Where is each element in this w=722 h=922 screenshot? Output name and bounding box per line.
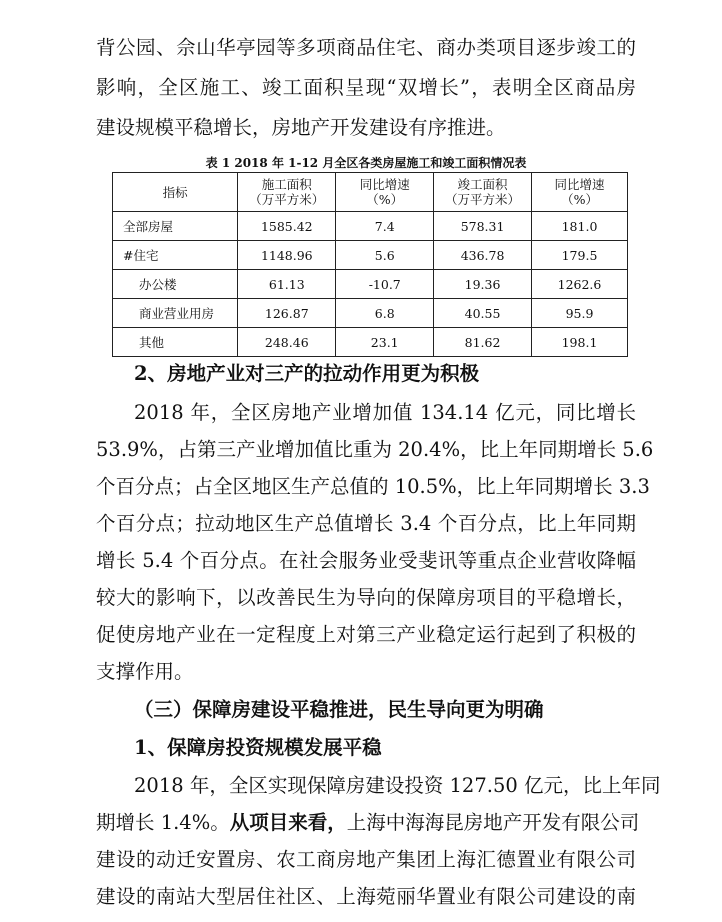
header-indicator: 指标 (113, 173, 238, 212)
section2-line-6: 较大的影响下，以改善民生为导向的保障房项目的平稳增长， (96, 586, 636, 609)
table-row (113, 328, 628, 357)
section3-line-2 (96, 811, 640, 835)
section3-line-2-bold: 从项目来看， (229, 811, 347, 834)
cell-completed-growth: 95.9 (532, 299, 628, 328)
intro-line-3: 建设规模平稳增长，房地产开发建设有序推进。 (96, 116, 506, 139)
cell-construction-area: 1148.96 (238, 241, 336, 270)
construction-area-table (112, 172, 628, 357)
table-row (113, 270, 628, 299)
cell-completed-area: 40.55 (434, 299, 532, 328)
section2-line-5: 增长 5.4 个百分点。在社会服务业受斐讯等重点企业营收降幅 (96, 549, 636, 572)
section2-line-3: 个百分点；占全区地区生产总值的 10.5%，比上年同期增长 3.3 (96, 475, 650, 498)
cell-construction-area: 1585.42 (238, 212, 336, 241)
section2-line-4: 个百分点；拉动地区生产总值增长 3.4 个百分点，比上年同期 (96, 512, 636, 535)
cell-construction-growth: 7.4 (336, 212, 434, 241)
header-completed-growth: 同比增速 （%） (532, 173, 628, 212)
table-caption: 表 1 2018 年 1-12 月全区各类房屋施工和竣工面积情况表 (205, 156, 527, 170)
section2-line-8: 支撑作用。 (96, 660, 194, 683)
header-construction-area: 施工面积 （万平方米） (238, 173, 336, 212)
cell-construction-area: 248.46 (238, 328, 336, 357)
intro-line-2: 影响，全区施工、竣工面积呈现“双增长”，表明全区商品房 (96, 76, 636, 99)
cell-completed-area: 81.62 (434, 328, 532, 357)
section3-sub-heading: 1、保障房投资规模发展平稳 (134, 736, 382, 759)
row-label: 办公楼 (113, 270, 238, 299)
section2-line-1: 2018 年，全区房地产业增加值 134.14 亿元，同比增长 (134, 401, 636, 424)
row-label: 其他 (113, 328, 238, 357)
row-label: 商业营业用房 (113, 299, 238, 328)
intro-line-1: 背公园、佘山华亭园等多项商品住宅、商办类项目逐步竣工的 (96, 36, 636, 59)
row-label: #住宅 (113, 241, 238, 270)
cell-completed-area: 19.36 (434, 270, 532, 299)
section3-line-4: 建设的南站大型居住社区、上海菀丽华置业有限公司建设的南 (96, 885, 636, 908)
section2-line-7: 促使房地产业在一定程度上对第三产业稳定运行起到了积极的 (96, 623, 636, 646)
table-row (113, 299, 628, 328)
cell-completed-area: 578.31 (434, 212, 532, 241)
header-construction-growth: 同比增速 （%） (336, 173, 434, 212)
cell-construction-growth: 23.1 (336, 328, 434, 357)
cell-completed-growth: 198.1 (532, 328, 628, 357)
section2-heading: 2、房地产业对三产的拉动作用更为积极 (134, 362, 480, 385)
cell-completed-growth: 181.0 (532, 212, 628, 241)
section3-line-1: 2018 年，全区实现保障房建设投资 127.50 亿元，比上年同 (134, 774, 661, 797)
table-header-row (113, 173, 628, 212)
cell-completed-area: 436.78 (434, 241, 532, 270)
table-row (113, 212, 628, 241)
section3-line-2-rest: 上海中海海昆房地产开发有限公司 (346, 811, 640, 834)
cell-construction-growth: 6.8 (336, 299, 434, 328)
row-label: 全部房屋 (113, 212, 238, 241)
cell-construction-area: 126.87 (238, 299, 336, 328)
cell-construction-area: 61.13 (238, 270, 336, 299)
cell-construction-growth: 5.6 (336, 241, 434, 270)
section2-line-2: 53.9%，占第三产业增加值比重为 20.4%，比上年同期增长 5.6 (96, 438, 654, 461)
header-completed-area: 竣工面积 （万平方米） (434, 173, 532, 212)
table-row (113, 241, 628, 270)
cell-construction-growth: -10.7 (336, 270, 434, 299)
cell-completed-growth: 179.5 (532, 241, 628, 270)
cell-completed-growth: 1262.6 (532, 270, 628, 299)
section3-line-3: 建设的动迁安置房、农工商房地产集团上海汇德置业有限公司 (96, 848, 636, 871)
section3-line-2-normal: 期增长 1.4%。 (96, 811, 230, 834)
section3-heading: （三）保障房建设平稳推进，民生导向更为明确 (134, 698, 544, 721)
